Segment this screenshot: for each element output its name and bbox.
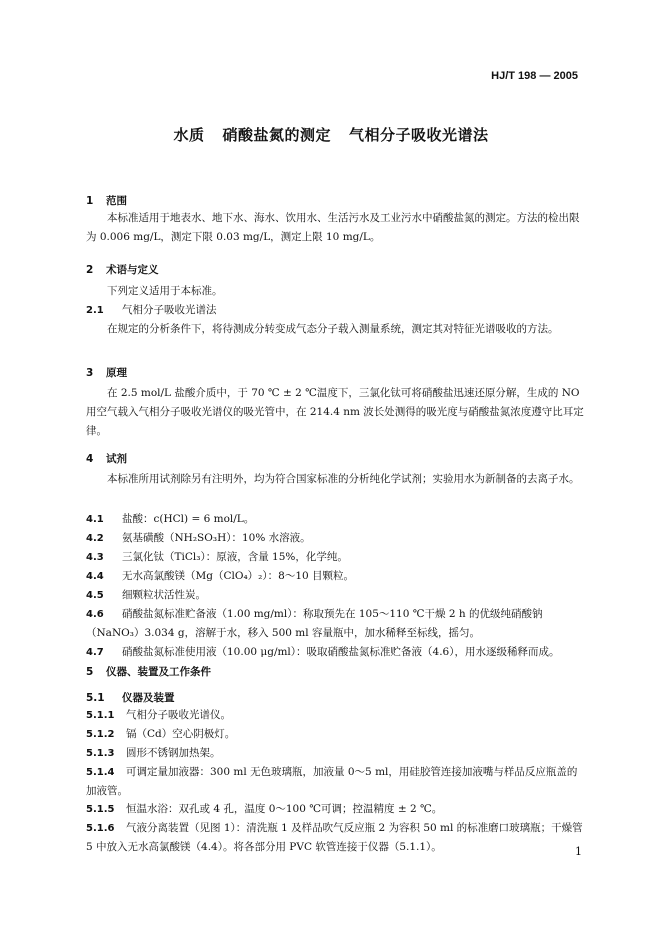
clause-2-1: [86, 301, 586, 320]
clause-text: 镉（Cd）空心阴极灯。: [126, 728, 236, 740]
clause-text: 细颗粒状活性炭。: [122, 589, 206, 601]
section-1-paragraph: 本标准适用于地表水、地下水、海水、饮用水、生活污水及工业污水中硝酸盐氮的测定。方法的检出限为 0.006 mg/L，测定下限 0.03 mg/L，测定上限 10 mg/L。: [86, 212, 580, 243]
list-item: [86, 643, 586, 662]
clause-number: 5.1.1: [86, 710, 115, 721]
clause-text: 盐酸：c(HCl) = 6 mol/L。: [122, 513, 255, 525]
list-item: [86, 763, 586, 801]
clause-number: 4.6: [86, 609, 104, 620]
standard-number: HJ/T 198 — 2005: [491, 70, 578, 82]
clause-number: 4.4: [86, 571, 104, 582]
section-5-heading: [86, 664, 211, 679]
section-1-heading: [86, 193, 127, 208]
section-2-intro: 下列定义适用于本标准。: [107, 285, 223, 297]
title-part-3: 气相分子吸收光谱法: [349, 126, 489, 144]
list-item: [86, 605, 586, 643]
section-4-heading: [86, 451, 127, 466]
section-title: 试剂: [106, 453, 127, 465]
list-item: [86, 548, 586, 567]
section-number: 2: [86, 264, 94, 276]
section-title: 仪器及装置: [122, 692, 175, 704]
section-number: 1: [86, 195, 94, 207]
list-item: [86, 800, 586, 819]
section-title: 术语与定义: [106, 264, 159, 276]
clause-number: 5.1.2: [86, 729, 115, 740]
list-item: [86, 819, 586, 857]
clause-text: 无水高氯酸镁（Mg（ClO₄）₂）：8～10 目颗粒。: [122, 570, 355, 582]
clause-number: 5.1.5: [86, 804, 115, 815]
clause-text: 气相分子吸收光谱法: [122, 304, 217, 316]
clause-text: 气相分子吸收光谱仪。: [126, 709, 231, 721]
clause-number: 4.5: [86, 590, 104, 601]
clause-number: 5.1.6: [86, 823, 115, 834]
section-number: 5: [86, 666, 94, 678]
list-item: [86, 725, 586, 744]
section-number: 5.1: [86, 692, 105, 704]
section-number: 4: [86, 453, 94, 465]
clause-number: 5.1.3: [86, 748, 115, 759]
clause-text: 硝酸盐氮标准使用液（10.00 μg/ml）：吸取硝酸盐氮标准贮备液（4.6），用水逐级稀释而成。: [122, 646, 560, 658]
clause-text: 氨基磺酸（NH₂SO₃H）：10% 水溶液。: [122, 532, 311, 544]
title-part-2: 硝酸盐氮的测定: [222, 126, 331, 144]
section-title: 原理: [106, 367, 127, 379]
section-4-intro: 本标准所用试剂除另有注明外，均为符合国家标准的分析纯化学试剂；实验用水为新制备的去离子水。: [107, 473, 580, 485]
list-item: [86, 744, 586, 763]
section-2-definition: 在规定的分析条件下，将待测成分转变成气态分子载入测量系统，测定其对特征光谱吸收的方法。: [107, 323, 559, 335]
page-number: 1: [575, 845, 582, 858]
clause-text: 可调定量加液器：300 ml 无色玻璃瓶，加液量 0～5 ml，用硅胶管连接加液嘴与样品反应瓶盖的加液管。: [86, 766, 578, 797]
list-item: [86, 706, 586, 725]
list-item: [86, 567, 586, 586]
clause-text: 三氯化钛（TiCl₃）：原液，含量 15%，化学纯。: [122, 551, 348, 563]
clause-text: 气液分离装置（见图 1）：清洗瓶 1 及样品吹气反应瓶 2 为容积 50 ml 的标准磨口玻璃瓶；干燥管 5 中放入无水高氯酸镁（4.4）。将各部分用 PVC 软管连接于仪器（5.1.1）。: [86, 822, 583, 853]
clause-number: 4.2: [86, 533, 104, 544]
clause-number: 2.1: [86, 305, 104, 316]
clause-text: 恒温水浴：双孔或 4 孔，温度 0～100 ℃可调；控温精度 ± 2 ℃。: [126, 803, 443, 815]
section-title: 仪器、装置及工作条件: [106, 666, 211, 678]
subsection-5-1-heading: [86, 690, 175, 705]
clause-text: 圆形不锈钢加热架。: [126, 747, 221, 759]
clause-number: 5.1.4: [86, 767, 115, 778]
clause-number: 4.1: [86, 514, 104, 525]
clause-text: 硝酸盐氮标准贮备液（1.00 mg/ml）：称取预先在 105～110 ℃干燥 2 h 的优级纯硝酸钠（NaNO₃）3.034 g，溶解于水，移入 500 ml 容量瓶中，加水稀释至标线，摇匀。: [86, 608, 543, 639]
section-3-paragraph: 在 2.5 mol/L 盐酸介质中，于 70 ℃ ± 2 ℃温度下，三氯化钛可将硝酸盐迅速还原分解，生成的 NO 用空气载入气相分子吸收光谱仪的吸光管中，在 214.4 nm 波长处测得的吸光度与硝酸盐氮浓度遵守比耳定律。: [86, 387, 584, 437]
list-item: [86, 529, 586, 548]
clause-number: 4.7: [86, 647, 104, 658]
clause-number: 4.3: [86, 552, 104, 563]
section-2-heading: [86, 262, 159, 277]
section-3-heading: [86, 365, 127, 380]
list-item: [86, 586, 586, 605]
document-title: [0, 124, 662, 145]
section-title: 范围: [106, 195, 127, 207]
list-item: [86, 510, 586, 529]
title-part-1: 水质: [173, 126, 205, 144]
section-number: 3: [86, 367, 94, 379]
